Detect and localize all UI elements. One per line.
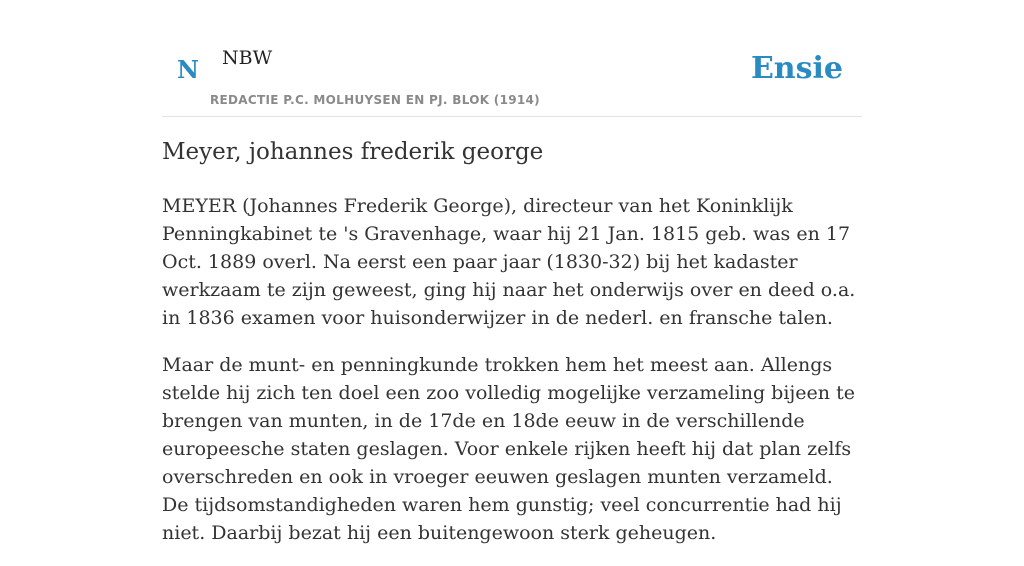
source-logo-icon[interactable]: N xyxy=(177,55,199,84)
source-name[interactable]: NBW xyxy=(222,47,273,69)
source-editors: REDACTIE P.C. MOLHUYSEN EN PJ. BLOK (1914) xyxy=(210,93,540,107)
site-header xyxy=(162,0,862,117)
article-paragraph: Maar de munt- en penningkunde trokken hem het meest aan. Allengs stelde hij zich ten doel een zoo volledig mogelijke verzameling bijeen te brengen van munten, in de 17de en 18de eeuw in de verschillende europeesche staten geslagen. Voor enkele rijken heeft hij dat plan zelfs overschreden en ook in vroeger eeuwen geslagen munten verzameld. De tijdsomstandigheden waren hem gunstig; veel concurrentie had hij niet. Daarbij bezat hij een buitengewoon sterk geheugen. xyxy=(162,354,855,544)
article-body xyxy=(162,192,864,566)
brand-logo-link[interactable]: Ensie xyxy=(750,51,843,86)
article-paragraph: MEYER (Johannes Frederik George), directeur van het Koninklijk Penningkabinet te 's Gravenhage, waar hij 21 Jan. 1815 geb. was en 17 Oct. 1889 overl. Na eerst een paar jaar (1830-32) bij het kadaster werkzaam te zijn geweest, ging hij naar het onderwijs over en deed o.a. in 1836 examen voor huisonderwijzer in de nederl. en fransche talen. xyxy=(162,195,856,329)
edge-fade xyxy=(864,380,1024,512)
article-title: Meyer, johannes frederik george xyxy=(162,139,544,165)
